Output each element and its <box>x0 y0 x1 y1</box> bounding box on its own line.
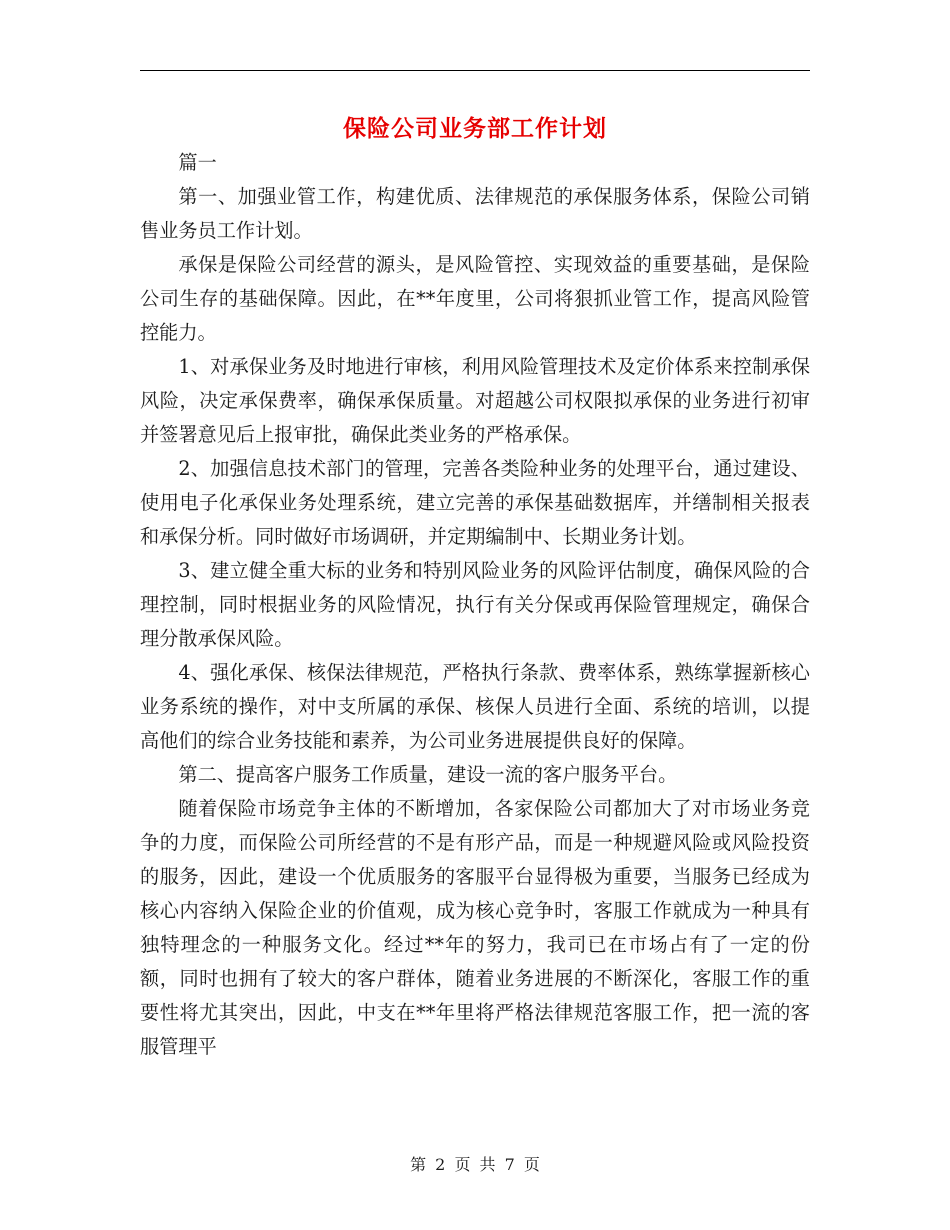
paragraph: 承保是保险公司经营的源头，是风险管控、实现效益的重要基础，是保险公司生存的基础保障。因此，在**年度里，公司将狠抓业管工作，提高风险管控能力。 <box>140 253 810 344</box>
paragraph: 第二、提高客户服务工作质量，建设一流的客户服务平台。 <box>178 763 678 786</box>
paragraph: 篇一 <box>178 151 217 174</box>
header-rule <box>140 70 810 71</box>
paragraph: 2、加强信息技术部门的管理，完善各类险种业务的处理平台，通过建设、使用电子化承保业务处理系统，建立完善的承保基础数据库，并缮制相关报表和承保分析。同时做好市场调研，并定期编制中、长期业务计划。 <box>140 457 810 548</box>
paragraph: 随着保险市场竞争主体的不断增加，各家保险公司都加大了对市场业务竞争的力度，而保险公司所经营的不是有形产品，而是一种规避风险或风险投资的服务，因此，建设一个优质服务的客服平台显得极为重要，当服务已经成为核心内容纳入保险企业的价值观，成为核心竞争时，客服工作就成为一种具有独特理念的一种服务文化。经过**年的努力，我司已在市场占有了一定的份额，同时也拥有了较大的客户群体，随着业务进展的不断深化，客服工作的重要性将尤其突出，因此，中支在**年里将严格法律规范客服工作，把一流的客服管理平 <box>140 797 810 1058</box>
page-number-footer: 第 2 页 共 7 页 <box>410 1155 540 1174</box>
paragraph: 第一、加强业管工作，构建优质、法律规范的承保服务体系，保险公司销售业务员工作计划。 <box>140 185 810 242</box>
paragraph: 1、对承保业务及时地进行审核，利用风险管理技术及定价体系来控制承保风险，决定承保费率，确保承保质量。对超越公司权限拟承保的业务进行初审并签署意见后上报审批，确保此类业务的严格承保。 <box>140 355 810 446</box>
document-title: 保险公司业务部工作计划 <box>343 115 607 142</box>
paragraph: 3、建立健全重大标的业务和特别风险业务的风险评估制度，确保风险的合理控制，同时根据业务的风险情况，执行有关分保或再保险管理规定，确保合理分散承保风险。 <box>140 559 810 650</box>
document-body <box>140 146 810 1064</box>
paragraph: 4、强化承保、核保法律规范，严格执行条款、费率体系，熟练掌握新核心业务系统的操作，对中支所属的承保、核保人员进行全面、系统的培训，以提高他们的综合业务技能和素养，为公司业务进展提供良好的保障。 <box>140 661 810 752</box>
